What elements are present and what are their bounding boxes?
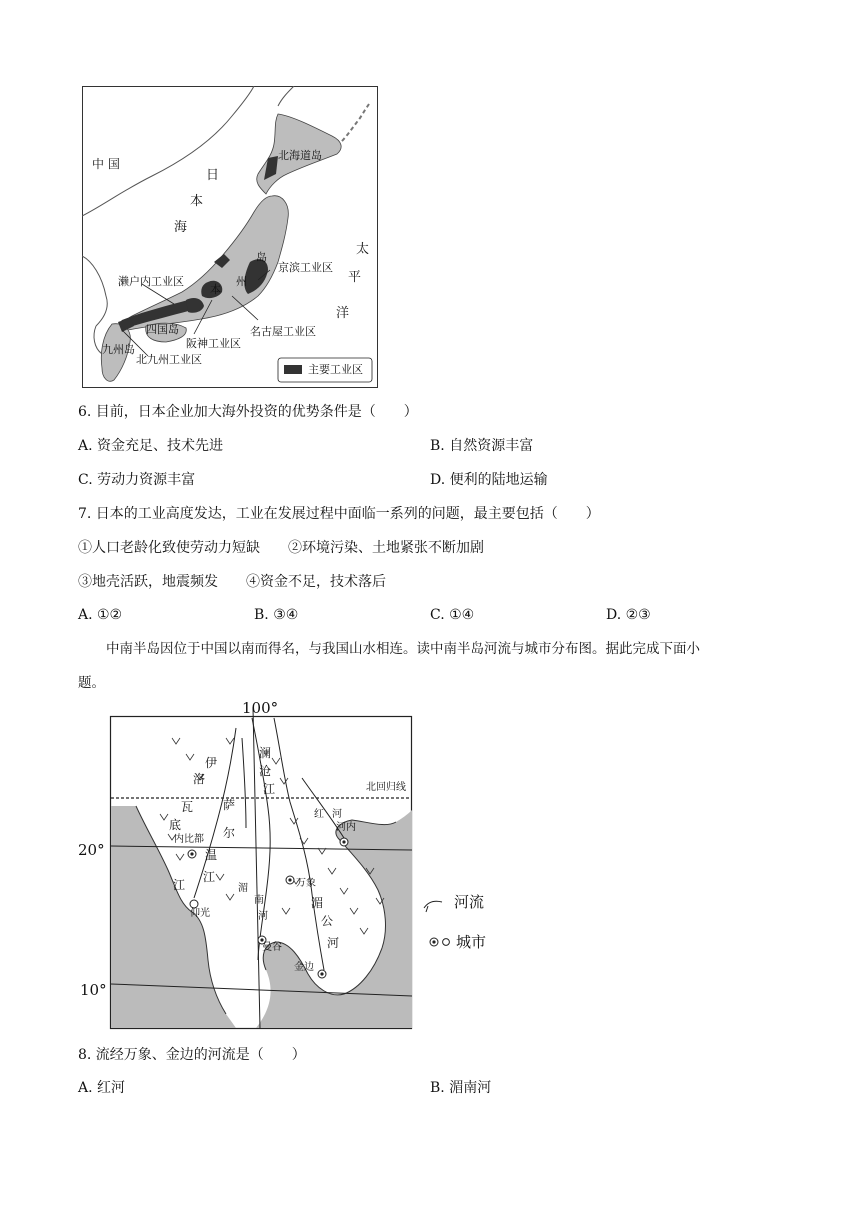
mekong-char-3: 河 <box>326 936 339 950</box>
question-6-option-a[interactable]: A. 资金充足、技术先进 <box>78 438 224 454</box>
city-yangon-label: 仰光 <box>190 908 210 919</box>
red-river-char-1: 红 <box>314 809 324 820</box>
legend-city-label: 城市 <box>456 933 487 951</box>
chaophraya-char-2: 南 <box>254 895 264 906</box>
setouchi-label: 濑户内工业区 <box>118 275 184 288</box>
indochina-map <box>76 698 496 1032</box>
sea-of-japan-char-3: 海 <box>174 220 188 235</box>
question-7-option-c[interactable]: C. ①④ <box>430 607 475 623</box>
question-8-stem: 8. 流经万象、金边的河流是（ ） <box>78 1047 306 1063</box>
hanshin-label: 阪神工业区 <box>186 337 241 350</box>
legend-river-label: 河流 <box>454 893 485 911</box>
honshu-char-2: 州 <box>236 275 247 288</box>
hokkaido-label: 北海道岛 <box>278 149 322 162</box>
chaophraya-char-1: 湄 <box>238 883 248 894</box>
mekong-char-1: 湄 <box>310 896 323 910</box>
question-6-stem: 6. 目前，日本企业加大海外投资的优势条件是（ ） <box>78 404 418 420</box>
red-river-char-2: 河 <box>332 809 342 820</box>
question-6-option-c[interactable]: C. 劳动力资源丰富 <box>78 472 196 488</box>
island-char-label: 岛 <box>256 251 267 264</box>
mekong-char-2: 公 <box>320 914 333 928</box>
irrawaddy-char-3: 瓦 <box>180 800 193 814</box>
intro-line-2: 题。 <box>78 675 105 691</box>
pacific-char-2: 平 <box>348 270 362 285</box>
keihin-label: 京滨工业区 <box>278 261 333 274</box>
question-7-option-a[interactable]: A. ①② <box>78 607 123 623</box>
salween-char-3: 温 <box>204 848 217 862</box>
shikoku-label: 四国岛 <box>146 323 179 336</box>
longitude-100-label: 100° <box>242 699 279 717</box>
question-7-option-b[interactable]: B. ③④ <box>254 607 299 623</box>
chaophraya-char-3: 河 <box>258 911 268 922</box>
lat-10-label: 10° <box>80 981 107 999</box>
question-7-stem: 7. 日本的工业高度发达，工业在发展过程中面临一系列的问题，最主要包括（ ） <box>78 506 600 522</box>
sea-of-japan-char-2: 本 <box>190 194 204 209</box>
question-8-option-a[interactable]: A. 红河 <box>78 1080 126 1096</box>
sea-of-japan-char-1: 日 <box>206 168 220 183</box>
question-6-option-b[interactable]: B. 自然资源丰富 <box>430 438 534 454</box>
salween-char-2: 尔 <box>222 826 235 840</box>
tropic-of-cancer-label: 北回归线 <box>366 782 406 793</box>
question-7-items-line-2: ③地壳活跃，地震频发 ④资金不足，技术落后 <box>78 574 386 590</box>
salween-char-1: 萨 <box>222 798 235 812</box>
city-hanoi-label: 河内 <box>336 822 356 833</box>
pacific-char-3: 洋 <box>336 306 350 321</box>
irrawaddy-char-2: 洛 <box>192 772 205 786</box>
china-label: 中 国 <box>92 157 120 171</box>
city-vientiane-label: 万象 <box>296 878 316 889</box>
question-7-items-line-1: ①人口老龄化致使劳动力短缺 ②环境污染、土地紧张不断加剧 <box>78 540 484 556</box>
pacific-char-1: 太 <box>356 242 370 257</box>
question-7-option-d[interactable]: D. ②③ <box>606 607 651 623</box>
question-6-option-d[interactable]: D. 便利的陆地运输 <box>430 472 548 488</box>
kitakyushu-label: 北九州工业区 <box>136 353 202 366</box>
city-bangkok-label: 曼谷 <box>262 942 282 953</box>
honshu-char-1: 本 <box>210 283 221 296</box>
lat-20-label: 20° <box>78 841 105 859</box>
lancang-char-1: 澜 <box>258 746 271 760</box>
nagoya-label: 名古屋工业区 <box>250 325 316 338</box>
japan-map <box>82 86 378 388</box>
lancang-char-2: 沧 <box>258 764 271 778</box>
irrawaddy-tail-char: 江 <box>172 878 185 892</box>
japan-legend-label: 主要工业区 <box>308 363 363 376</box>
city-phnompenh-label: 金边 <box>294 962 314 973</box>
salween-char-4: 江 <box>202 870 215 884</box>
irrawaddy-char-1: 伊 <box>204 756 217 770</box>
indochina-map-graphic <box>76 698 496 1032</box>
kyushu-label: 九州岛 <box>102 343 135 356</box>
irrawaddy-char-4: 底 <box>168 818 181 832</box>
question-8-option-b[interactable]: B. 湄南河 <box>430 1080 492 1096</box>
lancang-char-3: 江 <box>262 782 275 796</box>
city-naypyidaw-label: 内比都 <box>174 834 204 845</box>
intro-line-1: 中南半岛因位于中国以南而得名，与我国山水相连。读中南半岛河流与城市分布图。据此完成下面小 <box>106 641 700 657</box>
